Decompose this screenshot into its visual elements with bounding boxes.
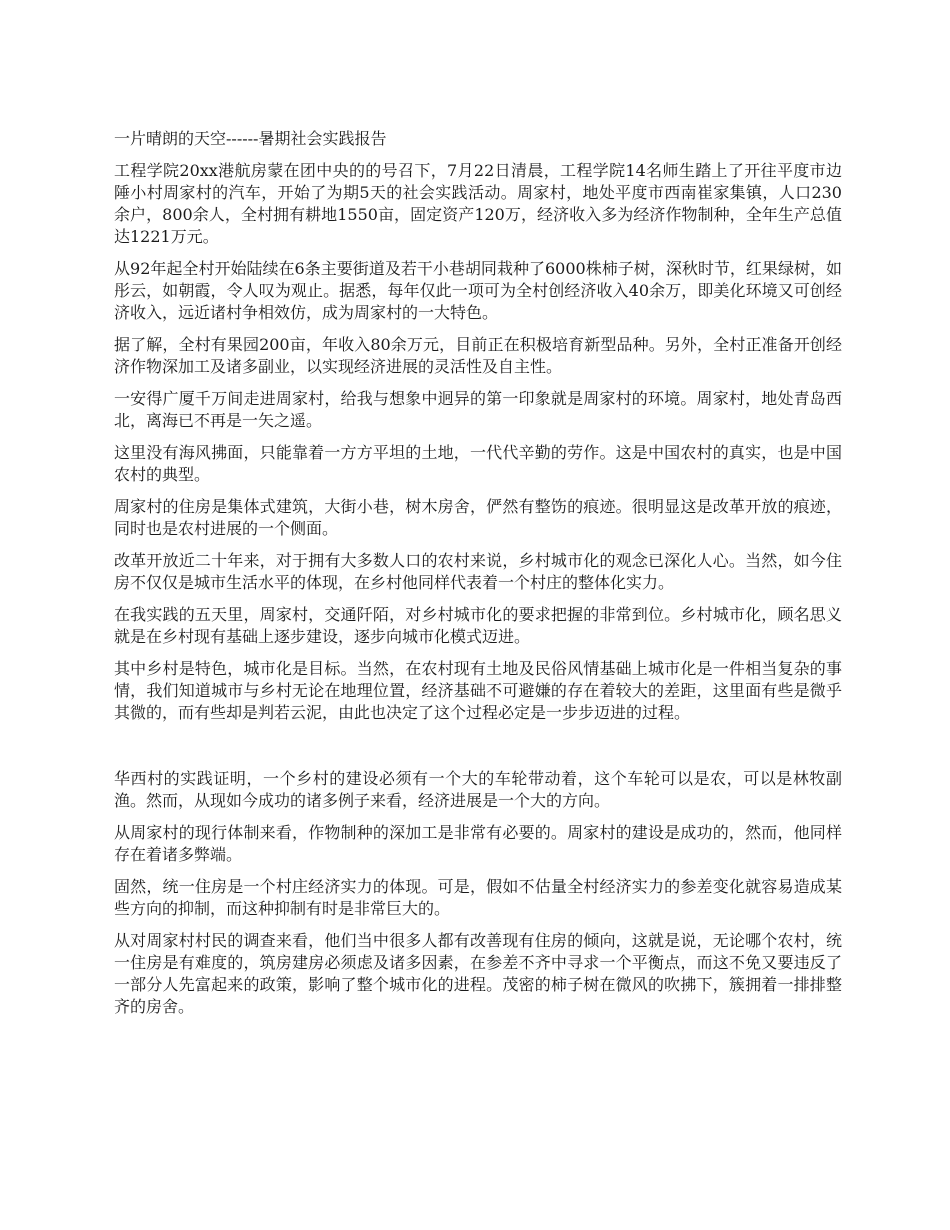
paragraph: 从92年起全村开始陆续在6条主要街道及若干小巷胡同栽种了6000株柿子树，深秋时节，红果绿树，如彤云，如朝霞，令人叹为观止。据悉，每年仅此一项可为全村创经济收入40余万，即美化环境又可创经济收入，远近诸村争相效仿，成为周家村的一大特色。 [114, 259, 842, 322]
paragraph: 工程学院20xx港航房蒙在团中央的的号召下，7月22日清晨，工程学院14名师生踏上了开往平度市边陲小村周家村的汽车，开始了为期5天的社会实践活动。周家村，地处平度市西南崔家集镇，人口230余户，800余人，全村拥有耕地1550亩，固定资产120万，经济收入多为经济作物制种，全年生产总值达1221万元。 [114, 161, 842, 246]
paragraph: 其中乡村是特色，城市化是目标。当然，在农村现有土地及民俗风情基础上城市化是一件相当复杂的事情，我们知道城市与乡村无论在地理位置，经济基础不可避嫌的存在着较大的差距，这里面有些是微乎其微的，而有些却是判若云泥，由此也决定了这个过程必定是一步步迈进的过程。 [114, 659, 842, 722]
paragraph: 周家村的住房是集体式建筑，大街小巷，树木房舍，俨然有整饬的痕迹。很明显这是改革开放的痕迹，同时也是农村进展的一个侧面。 [114, 497, 842, 538]
section-spacer [114, 734, 842, 768]
paragraph: 改革开放近二十年来，对于拥有大多数人口的农村来说，乡村城市化的观念已深化人心。当然，如今住房不仅仅是城市生活水平的体现，在乡村他同样代表着一个村庄的整体化实力。 [114, 551, 842, 592]
document-page [114, 128, 842, 1028]
paragraph: 华西村的实践证明，一个乡村的建设必须有一个大的车轮带动着，这个车轮可以是农，可以是林牧副渔。然而，从现如今成功的诸多例子来看，经济进展是一个大的方向。 [114, 769, 842, 810]
paragraph: 从对周家村村民的调查来看，他们当中很多人都有改善现有住房的倾向，这就是说，无论哪个农村，统一住房是有难度的，筑房建房必须虑及诸多因素，在参差不齐中寻求一个平衡点，而这不免又要违反了一部分人先富起来的政策，影响了整个城市化的进程。茂密的柿子树在微风的吹拂下，簇拥着一排排整齐的房舍。 [114, 931, 842, 1016]
paragraph: 一安得广厦千万间走进周家村，给我与想象中迥异的第一印象就是周家村的环境。周家村，地处青岛西北，离海已不再是一矢之遥。 [114, 389, 842, 430]
paragraph: 这里没有海风拂面，只能靠着一方方平坦的土地，一代代辛勤的劳作。这是中国农村的真实，也是中国农村的典型。 [114, 443, 842, 484]
document-title: 一片晴朗的天空------暑期社会实践报告 [114, 129, 387, 148]
paragraph: 据了解，全村有果园200亩，年收入80余万元，目前正在积极培育新型品种。另外，全村正准备开创经济作物深加工及诸多副业，以实现经济进展的灵活性及自主性。 [114, 335, 842, 376]
paragraph: 从周家村的现行体制来看，作物制种的深加工是非常有必要的。周家村的建设是成功的，然而，他同样存在着诸多弊端。 [114, 823, 842, 864]
paragraph: 在我实践的五天里，周家村，交通阡陌，对乡村城市化的要求把握的非常到位。乡村城市化，顾名思义就是在乡村现有基础上逐步建设，逐步向城市化模式迈进。 [114, 605, 842, 646]
paragraph: 固然，统一住房是一个村庄经济实力的体现。可是，假如不估量全村经济实力的参差变化就容易造成某些方向的抑制，而这种抑制有时是非常巨大的。 [114, 877, 842, 918]
